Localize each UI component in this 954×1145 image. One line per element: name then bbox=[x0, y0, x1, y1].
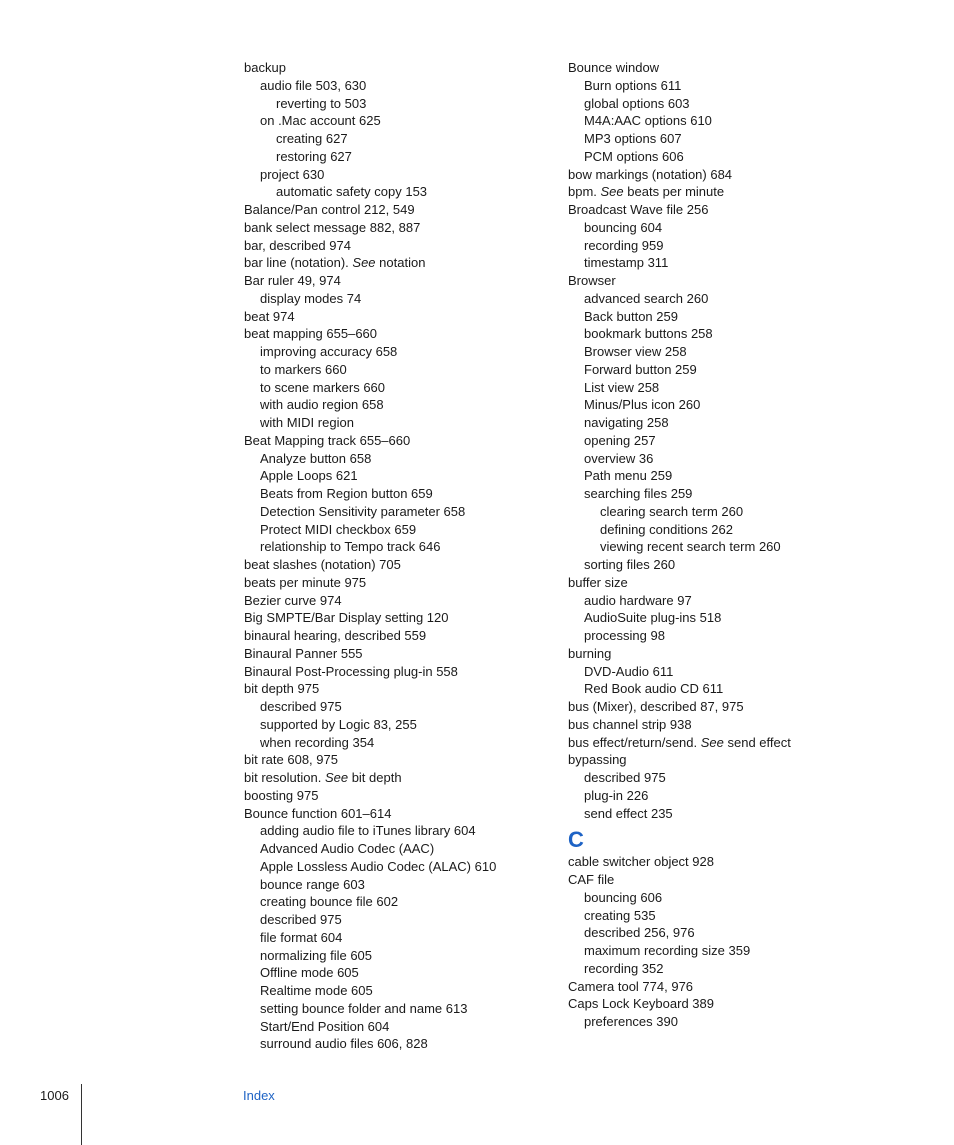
index-entry-text: Apple Lossless Audio Codec (ALAC) 610 bbox=[260, 858, 497, 874]
index-entry bbox=[568, 183, 868, 201]
index-entry-text: global options 603 bbox=[584, 95, 690, 111]
index-entry bbox=[568, 432, 868, 450]
index-entry-text: Broadcast Wave file 256 bbox=[568, 202, 709, 217]
index-entry-text: Bounce window bbox=[568, 60, 660, 75]
index-entry-text: creating 535 bbox=[584, 907, 656, 923]
index-entry bbox=[244, 964, 554, 982]
index-entry-text: Forward button 259 bbox=[584, 361, 697, 377]
see-reference: See bbox=[700, 734, 724, 750]
index-entry bbox=[568, 698, 868, 716]
see-reference: See bbox=[600, 184, 624, 200]
index-entry-text: creating bounce file 602 bbox=[260, 894, 399, 910]
index-entry-text: Bounce function 601–614 bbox=[244, 805, 392, 821]
index-entry-text: when recording 354 bbox=[260, 734, 375, 750]
index-entry bbox=[244, 822, 554, 840]
index-entry bbox=[244, 698, 554, 716]
index-entry-text: Detection Sensitivity parameter 658 bbox=[260, 503, 466, 519]
index-entry-text: bus effect/return/send. bbox=[568, 734, 701, 750]
index-entry bbox=[244, 929, 554, 947]
index-entry bbox=[568, 467, 868, 485]
index-entry-text: overview 36 bbox=[584, 450, 654, 466]
index-entry-text: beat mapping 655–660 bbox=[244, 326, 378, 342]
index-entry bbox=[568, 237, 868, 255]
index-entry bbox=[244, 272, 554, 290]
index-entry-text: relationship to Tempo track 646 bbox=[260, 539, 441, 555]
index-entry bbox=[568, 592, 868, 610]
index-entry-text: plug-in 226 bbox=[584, 787, 649, 803]
see-reference-target: send effect bbox=[723, 734, 791, 750]
see-reference: See bbox=[324, 770, 349, 785]
index-entry bbox=[568, 853, 868, 871]
index-entry-text: PCM options 606 bbox=[584, 148, 684, 164]
index-entry bbox=[568, 272, 868, 290]
index-entry bbox=[568, 308, 868, 326]
index-entry bbox=[568, 1013, 868, 1031]
see-reference-target: beats per minute bbox=[623, 184, 725, 200]
index-entry-text: Back button 259 bbox=[584, 308, 678, 324]
index-entry-text: display modes 74 bbox=[260, 290, 362, 306]
index-entry bbox=[568, 787, 868, 805]
index-entry bbox=[568, 201, 868, 219]
index-entry bbox=[244, 148, 554, 166]
index-entry bbox=[568, 871, 868, 889]
index-entry bbox=[568, 503, 868, 521]
index-entry bbox=[568, 396, 868, 414]
index-entry bbox=[244, 183, 554, 201]
index-entry-text: buffer size bbox=[568, 574, 628, 590]
index-entry-text: Balance/Pan control 212, 549 bbox=[244, 202, 415, 217]
index-entry bbox=[568, 379, 868, 397]
index-entry-text: bit resolution. bbox=[244, 770, 325, 785]
index-entry bbox=[244, 219, 554, 237]
index-entry-text: to markers 660 bbox=[260, 361, 347, 377]
index-entry bbox=[568, 219, 868, 237]
index-entry bbox=[244, 1018, 554, 1036]
index-entry-text: M4A:AAC options 610 bbox=[584, 113, 712, 129]
index-entry-text: restoring 627 bbox=[276, 148, 352, 164]
index-entry-text: backup bbox=[244, 60, 286, 75]
index-entry bbox=[244, 716, 554, 734]
index-entry bbox=[244, 751, 554, 769]
index-entry-text: burning bbox=[568, 645, 612, 661]
index-entry bbox=[244, 947, 554, 965]
index-entry bbox=[568, 485, 868, 503]
index-entry bbox=[568, 538, 868, 556]
index-entry bbox=[568, 343, 868, 361]
see-reference: See bbox=[352, 255, 376, 271]
index-entry-text: bypassing bbox=[568, 752, 627, 768]
index-entry bbox=[244, 379, 554, 397]
index-entry-text: bus (Mixer), described 87, 975 bbox=[568, 699, 744, 714]
index-entry-text: surround audio files 606, 828 bbox=[260, 1036, 428, 1052]
index-entry bbox=[568, 521, 868, 539]
index-entry bbox=[244, 467, 554, 485]
index-entry-text: to scene markers 660 bbox=[260, 379, 386, 395]
index-entry-text: adding audio file to iTunes library 604 bbox=[260, 823, 476, 839]
index-entry bbox=[244, 556, 554, 574]
index-entry bbox=[244, 308, 554, 326]
index-entry bbox=[244, 680, 554, 698]
index-entry bbox=[568, 77, 868, 95]
index-entry bbox=[568, 978, 868, 996]
index-entry bbox=[244, 787, 554, 805]
index-entry-text: CAF file bbox=[568, 872, 615, 887]
index-entry bbox=[244, 876, 554, 894]
index-entry-text: binaural hearing, described 559 bbox=[244, 628, 427, 643]
index-entry-text: described 975 bbox=[584, 770, 666, 785]
index-entry-text: normalizing file 605 bbox=[260, 947, 373, 963]
index-entry-text: Bezier curve 974 bbox=[244, 592, 342, 608]
index-entry-text: bar line (notation). bbox=[244, 255, 353, 271]
index-column-left bbox=[244, 59, 554, 1053]
index-entry-text: processing 98 bbox=[584, 628, 665, 643]
index-entry-text: recording 352 bbox=[584, 960, 664, 976]
index-entry bbox=[244, 59, 554, 77]
index-entry bbox=[568, 290, 868, 308]
index-entry-text: Start/End Position 604 bbox=[260, 1018, 390, 1034]
index-entry bbox=[568, 751, 868, 769]
index-entry-text: Minus/Plus icon 260 bbox=[584, 397, 701, 413]
footer-section-title: Index bbox=[243, 1088, 275, 1103]
index-entry bbox=[568, 59, 868, 77]
index-entry bbox=[244, 77, 554, 95]
index-entry bbox=[568, 609, 868, 627]
index-entry bbox=[244, 840, 554, 858]
index-entry bbox=[244, 166, 554, 184]
index-entry-text: Path menu 259 bbox=[584, 468, 673, 484]
index-entry-text: Caps Lock Keyboard 389 bbox=[568, 996, 714, 1012]
index-entry-text: Offline mode 605 bbox=[260, 965, 359, 981]
index-entry-text: reverting to 503 bbox=[276, 95, 367, 111]
index-entry bbox=[244, 361, 554, 379]
index-entry-text: improving accuracy 658 bbox=[260, 344, 398, 359]
index-entry bbox=[244, 95, 554, 113]
index-entry bbox=[244, 237, 554, 255]
index-entry bbox=[568, 556, 868, 574]
index-entry bbox=[244, 627, 554, 645]
index-entry-text: creating 627 bbox=[276, 131, 348, 146]
index-entry-text: viewing recent search term 260 bbox=[600, 539, 781, 555]
index-entry-text: recording 959 bbox=[584, 237, 664, 253]
index-entry-text: beat slashes (notation) 705 bbox=[244, 557, 401, 572]
index-entry-text: opening 257 bbox=[584, 432, 656, 448]
index-entry-text: Big SMPTE/Bar Display setting 120 bbox=[244, 610, 449, 626]
index-entry bbox=[568, 769, 868, 787]
index-entry-text: maximum recording size 359 bbox=[584, 943, 751, 958]
index-entry-text: automatic safety copy 153 bbox=[276, 184, 428, 200]
index-entry bbox=[244, 609, 554, 627]
index-entry-text: cable switcher object 928 bbox=[568, 854, 714, 870]
index-entry bbox=[244, 538, 554, 556]
index-entry-text: Advanced Audio Codec (AAC) bbox=[260, 841, 435, 856]
index-entry-text: setting bounce folder and name 613 bbox=[260, 1000, 468, 1016]
index-entry-text: advanced search 260 bbox=[584, 290, 709, 306]
index-entry-text: Red Book audio CD 611 bbox=[584, 681, 724, 697]
index-entry bbox=[244, 254, 554, 272]
index-entry-text: bouncing 604 bbox=[584, 219, 663, 235]
index-entry-text: bus channel strip 938 bbox=[568, 716, 692, 732]
index-entry bbox=[568, 645, 868, 663]
index-entry bbox=[568, 716, 868, 734]
index-entry bbox=[568, 924, 868, 942]
index-entry-text: Browser view 258 bbox=[584, 344, 687, 359]
index-entry-text: bookmark buttons 258 bbox=[584, 326, 713, 342]
index-entry bbox=[244, 592, 554, 610]
index-entry bbox=[244, 325, 554, 343]
index-entry bbox=[244, 1035, 554, 1053]
page-number: 1006 bbox=[40, 1088, 69, 1103]
index-entry bbox=[568, 942, 868, 960]
index-entry bbox=[568, 680, 868, 698]
index-entry-text: boosting 975 bbox=[244, 787, 319, 803]
index-entry-text: Burn options 611 bbox=[584, 77, 682, 93]
index-entry-text: Browser bbox=[568, 273, 616, 288]
index-entry bbox=[244, 112, 554, 130]
index-entry bbox=[568, 889, 868, 907]
index-entry-text: bouncing 606 bbox=[584, 889, 663, 905]
index-entry-text: navigating 258 bbox=[584, 415, 669, 430]
index-entry-text: Realtime mode 605 bbox=[260, 983, 373, 998]
index-entry bbox=[244, 432, 554, 450]
index-entry bbox=[568, 805, 868, 823]
index-column-right bbox=[568, 59, 868, 1031]
see-reference-target: bit depth bbox=[348, 770, 402, 785]
index-entry bbox=[568, 414, 868, 432]
index-entry bbox=[568, 95, 868, 113]
index-entry bbox=[244, 645, 554, 663]
index-entry-text: bounce range 603 bbox=[260, 876, 365, 892]
index-entry-text: defining conditions 262 bbox=[600, 521, 733, 537]
footer-divider bbox=[81, 1084, 82, 1145]
index-entry bbox=[568, 112, 868, 130]
index-entry-text: audio hardware 97 bbox=[584, 592, 692, 608]
index-entry bbox=[244, 343, 554, 361]
index-entry-text: searching files 259 bbox=[584, 486, 693, 501]
index-entry bbox=[244, 911, 554, 929]
index-entry bbox=[244, 450, 554, 468]
index-entry-text: supported by Logic 83, 255 bbox=[260, 716, 417, 732]
index-entry bbox=[244, 201, 554, 219]
index-entry bbox=[244, 734, 554, 752]
index-entry-text: send effect 235 bbox=[584, 805, 673, 821]
index-entry-text: Binaural Panner 555 bbox=[244, 645, 363, 661]
index-entry bbox=[568, 734, 868, 752]
index-entry-text: Binaural Post-Processing plug-in 558 bbox=[244, 663, 458, 679]
index-entry bbox=[244, 130, 554, 148]
index-entry bbox=[244, 396, 554, 414]
index-entry bbox=[568, 130, 868, 148]
index-entry bbox=[568, 995, 868, 1013]
index-entry-text: timestamp 311 bbox=[584, 255, 669, 271]
index-entry-text: file format 604 bbox=[260, 929, 343, 945]
index-entry bbox=[568, 663, 868, 681]
index-entry-text: Beat Mapping track 655–660 bbox=[244, 432, 411, 448]
index-entry-text: project 630 bbox=[260, 166, 325, 182]
index-entry-text: Beats from Region button 659 bbox=[260, 486, 433, 501]
index-entry bbox=[568, 574, 868, 592]
index-entry bbox=[244, 521, 554, 539]
index-entry-text: on .Mac account 625 bbox=[260, 113, 381, 129]
index-entry bbox=[568, 166, 868, 184]
index-entry-text: beat 974 bbox=[244, 308, 295, 324]
index-entry bbox=[244, 769, 554, 787]
index-entry-text: bow markings (notation) 684 bbox=[568, 166, 733, 182]
index-entry-text: described 256, 976 bbox=[584, 925, 695, 941]
index-entry bbox=[244, 414, 554, 432]
index-entry bbox=[568, 325, 868, 343]
index-entry bbox=[568, 627, 868, 645]
index-entry-text: bpm. bbox=[568, 184, 601, 200]
index-entry-text: clearing search term 260 bbox=[600, 503, 744, 519]
index-entry-text: sorting files 260 bbox=[584, 557, 676, 572]
index-entry-text: Bar ruler 49, 974 bbox=[244, 273, 341, 288]
index-entry bbox=[568, 450, 868, 468]
index-entry-text: bit depth 975 bbox=[244, 681, 320, 697]
index-entry-text: Protect MIDI checkbox 659 bbox=[260, 521, 417, 537]
index-entry bbox=[568, 148, 868, 166]
index-entry-text: MP3 options 607 bbox=[584, 131, 682, 146]
index-entry bbox=[244, 663, 554, 681]
index-entry-text: Apple Loops 621 bbox=[260, 468, 358, 484]
index-entry bbox=[568, 361, 868, 379]
index-entry-text: Analyze button 658 bbox=[260, 450, 372, 466]
index-entry bbox=[244, 805, 554, 823]
index-entry-text: bar, described 974 bbox=[244, 237, 351, 253]
index-entry-text: List view 258 bbox=[584, 379, 660, 395]
index-entry bbox=[244, 290, 554, 308]
index-entry bbox=[568, 907, 868, 925]
index-entry-text: beats per minute 975 bbox=[244, 574, 367, 590]
index-entry-text: bank select message 882, 887 bbox=[244, 219, 421, 235]
index-entry bbox=[244, 1000, 554, 1018]
see-reference-target: notation bbox=[375, 255, 426, 271]
index-entry-text: DVD-Audio 611 bbox=[584, 663, 674, 679]
index-entry bbox=[244, 574, 554, 592]
index-entry-text: described 975 bbox=[260, 699, 342, 714]
index-entry-text: bit rate 608, 975 bbox=[244, 752, 338, 768]
index-entry bbox=[244, 858, 554, 876]
index-entry bbox=[568, 254, 868, 272]
index-entry bbox=[244, 503, 554, 521]
index-entry-text: audio file 503, 630 bbox=[260, 77, 367, 93]
index-entry-text: Camera tool 774, 976 bbox=[568, 978, 694, 994]
index-entry-text: with MIDI region bbox=[260, 415, 354, 430]
index-entry-text: described 975 bbox=[260, 912, 342, 927]
index-entry bbox=[568, 960, 868, 978]
section-letter-heading: C bbox=[568, 827, 584, 853]
index-entry bbox=[244, 485, 554, 503]
index-entry-text: AudioSuite plug-ins 518 bbox=[584, 610, 722, 626]
index-entry bbox=[244, 982, 554, 1000]
index-entry-text: with audio region 658 bbox=[260, 397, 384, 413]
index-entry-text: preferences 390 bbox=[584, 1014, 678, 1029]
index-entry bbox=[244, 893, 554, 911]
